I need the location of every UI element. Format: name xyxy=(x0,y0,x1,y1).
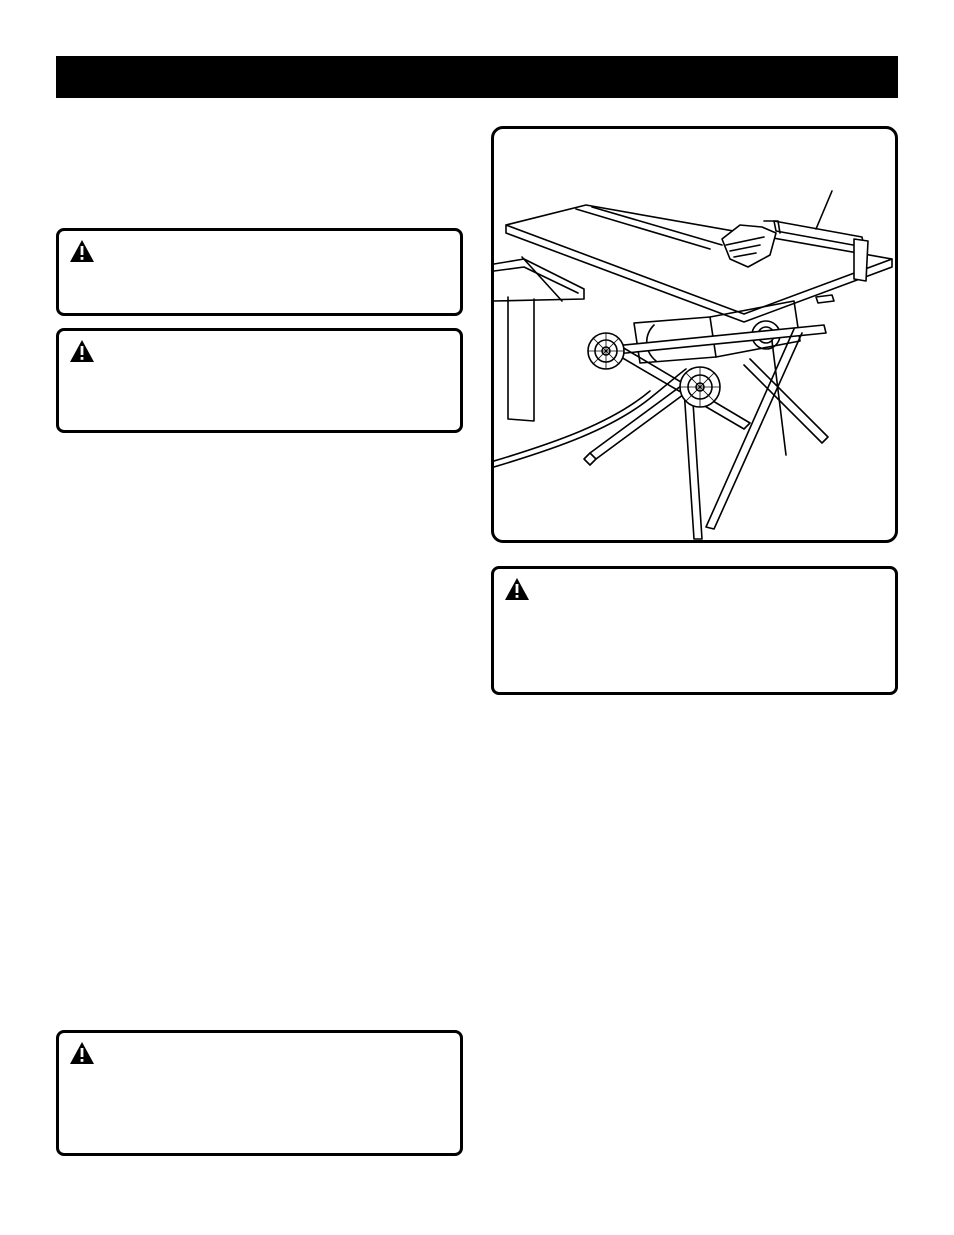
warning-box-2 xyxy=(56,328,463,433)
warning-box-1 xyxy=(56,228,463,316)
warning-box-3 xyxy=(491,566,898,695)
table-saw-illustration xyxy=(494,129,895,540)
warning-triangle-icon xyxy=(504,577,530,601)
warning-triangle-icon xyxy=(69,1041,95,1065)
header-bar xyxy=(56,56,898,98)
warning-triangle-icon xyxy=(69,339,95,363)
warning-triangle-icon xyxy=(69,239,95,263)
table-saw-figure xyxy=(491,126,898,543)
warning-box-4 xyxy=(56,1030,463,1156)
